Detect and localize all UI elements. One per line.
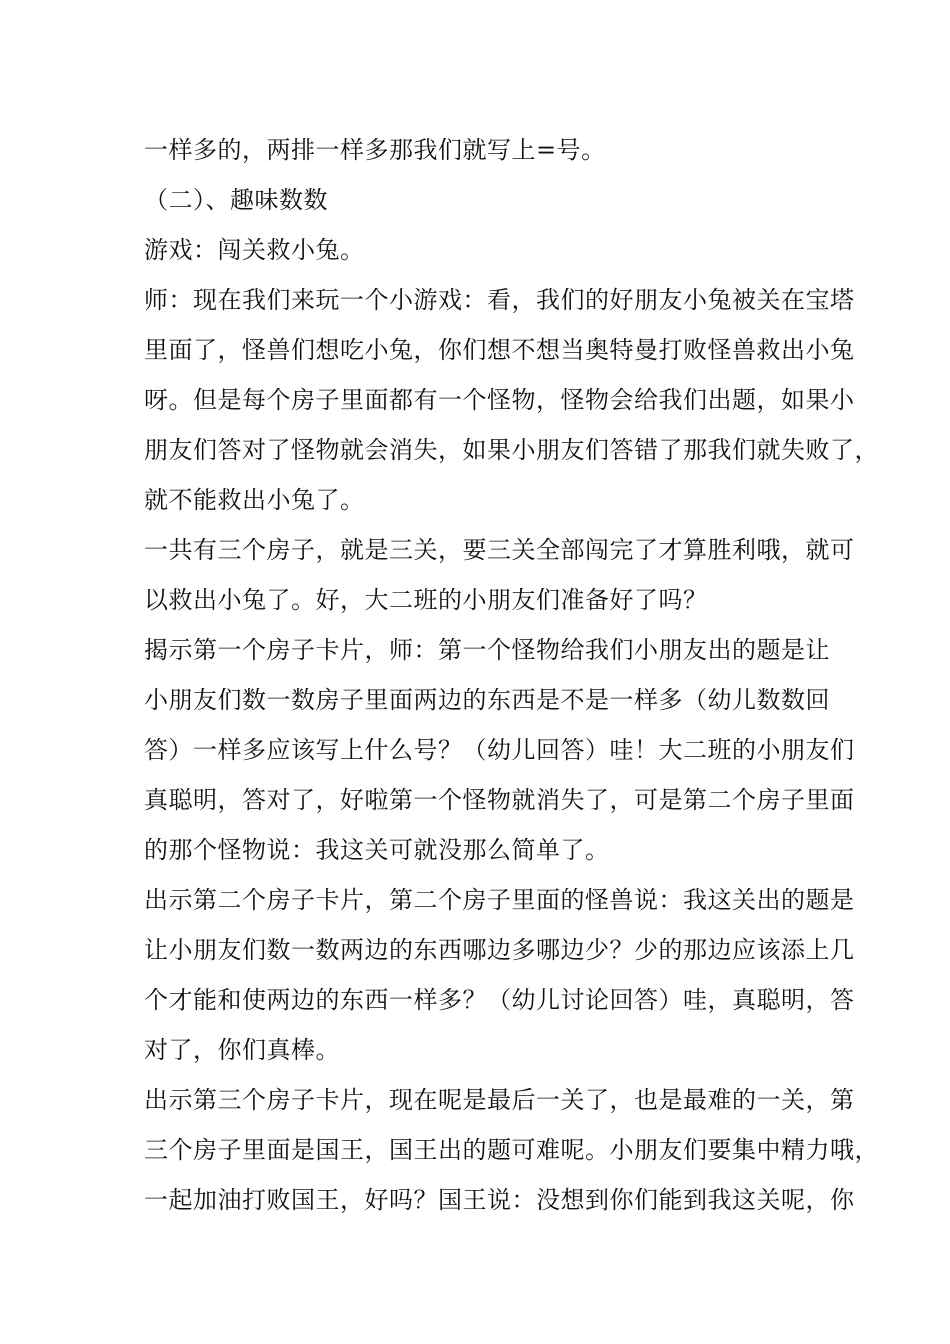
text-line-6: 呀。但是每个房子里面都有一个怪物，怪物会给我们出题，如果小 bbox=[144, 386, 855, 414]
text-line-10: 以救出小兔了。好，大二班的小朋友们准备好了吗？ bbox=[144, 586, 708, 614]
text-line-5: 里面了，怪兽们想吃小兔，你们想不想当奥特曼打败怪兽救出小兔 bbox=[144, 336, 855, 364]
text-line-14: 真聪明，答对了，好啦第一个怪物就消失了，可是第二个房子里面 bbox=[144, 786, 855, 814]
text-line-3: 游戏：闯关救小兔。 bbox=[144, 236, 365, 264]
text-line-8: 就不能救出小兔了。 bbox=[144, 486, 365, 514]
text-line-20: 出示第三个房子卡片，现在呢是最后一关了，也是最难的一关，第 bbox=[144, 1086, 855, 1114]
text-line-17: 让小朋友们数一数两边的东西哪边多哪边少？少的那边应该添上几 bbox=[144, 936, 855, 964]
text-line-21: 三个房子里面是国王，国王出的题可难呢。小朋友们要集中精力哦， bbox=[144, 1136, 879, 1164]
text-line-18: 个才能和使两边的东西一样多？（幼儿讨论回答）哇，真聪明，答 bbox=[144, 986, 855, 1014]
text-line-12: 小朋友们数一数房子里面两边的东西是不是一样多（幼儿数数回 bbox=[144, 686, 830, 714]
text-line-4: 师：现在我们来玩一个小游戏：看，我们的好朋友小兔被关在宝塔 bbox=[144, 286, 855, 314]
text-line-19: 对了，你们真棒。 bbox=[144, 1036, 340, 1064]
text-line-1: 一样多的，两排一样多那我们就写上=号。 bbox=[144, 136, 606, 164]
text-line-13: 答）一样多应该写上什么号？（幼儿回答）哇！大二班的小朋友们 bbox=[144, 736, 855, 764]
text-line-9: 一共有三个房子，就是三关，要三关全部闯完了才算胜利哦，就可 bbox=[144, 536, 855, 564]
text-line-16: 出示第二个房子卡片，第二个房子里面的怪兽说：我这关出的题是 bbox=[144, 886, 855, 914]
section-heading: （二）、趣味数数 bbox=[144, 186, 328, 214]
text-line-11: 揭示第一个房子卡片，师：第一个怪物给我们小朋友出的题是让 bbox=[144, 636, 830, 664]
text-line-22: 一起加油打败国王，好吗？国王说：没想到你们能到我这关呢，你 bbox=[144, 1186, 855, 1214]
text-line-7: 朋友们答对了怪物就会消失，如果小朋友们答错了那我们就失败了， bbox=[144, 436, 879, 464]
text-line-15: 的那个怪物说：我这关可就没那么简单了。 bbox=[144, 836, 610, 864]
